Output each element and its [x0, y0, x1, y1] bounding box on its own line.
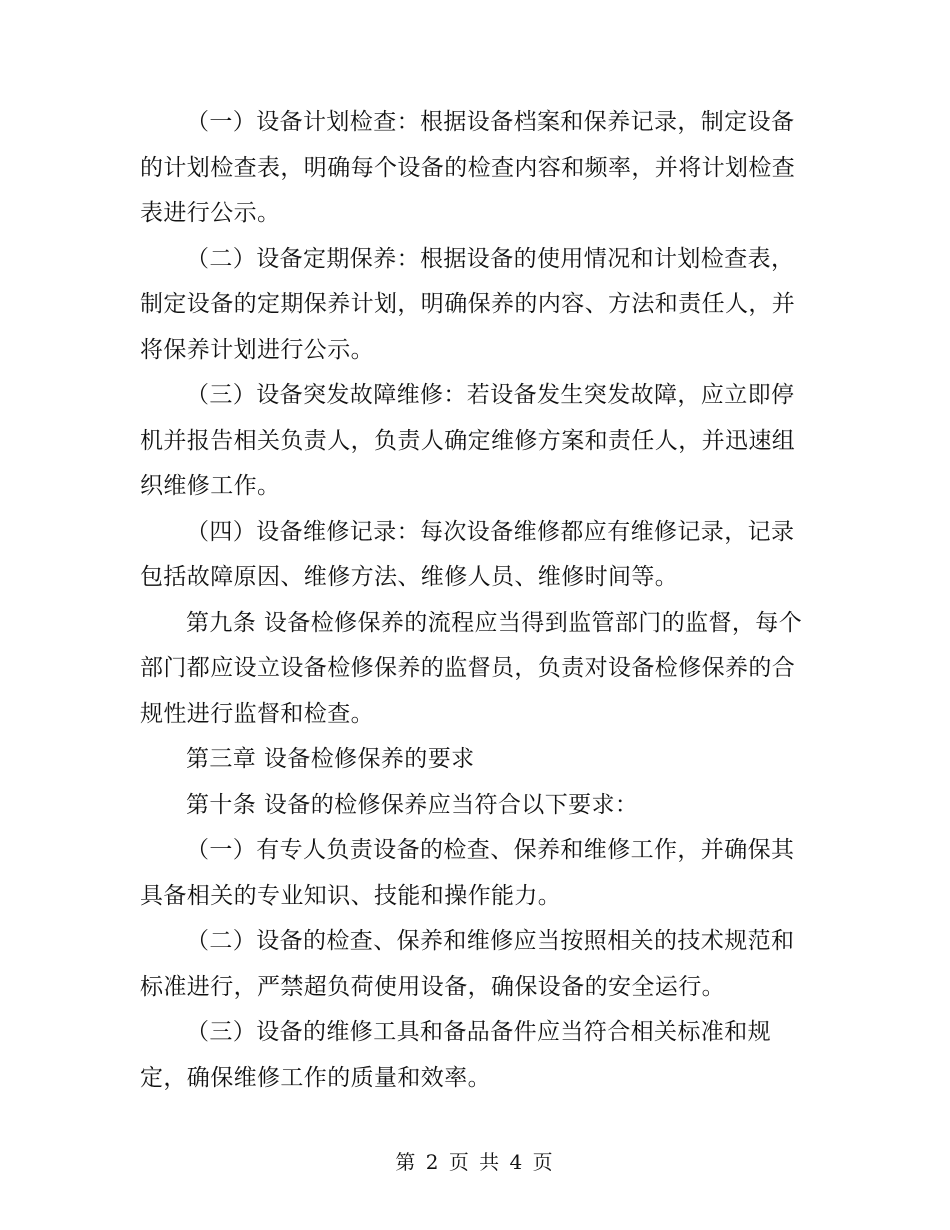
paragraph-line: 定，确保维修工作的质量和效率。 [140, 1064, 491, 1091]
paragraph-line: （一）设备计划检查：根据设备档案和保养记录，制定设备 [186, 109, 795, 135]
paragraph-line: 表进行公示。 [140, 200, 281, 226]
paragraph-line: （四）设备维修记录：每次设备维修都应有维修记录，记录 [186, 518, 795, 545]
paragraph-line: （三）设备突发故障维修：若设备发生突发故障，应立即停 [186, 382, 795, 408]
paragraph-3-emergency-repair [140, 373, 815, 510]
paragraph-line: 机并报告相关负责人，负责人确定维修方案和责任人，并迅速组 [140, 427, 796, 454]
requirement-2 [140, 919, 815, 1010]
paragraph-line: 规性进行监督和检查。 [140, 700, 374, 727]
chapter-title: 第三章 设备检修保养的要求 [186, 746, 475, 772]
paragraph-line: 织维修工作。 [140, 473, 281, 499]
chapter-3-heading [140, 737, 815, 783]
paragraph-line: 制定设备的定期保养计划，明确保养的内容、方法和责任人，并 [140, 291, 796, 317]
paragraph-4-repair-record [140, 510, 815, 601]
paragraph-article-10 [140, 783, 815, 829]
paragraph-line: （三）设备的维修工具和备品备件应当符合相关标准和规 [186, 1019, 771, 1045]
page-number-footer: 第 2 页 共 4 页 [395, 1150, 555, 1174]
document-body [140, 100, 815, 1101]
paragraph-line: 标准进行，严禁超负荷使用设备，确保设备的安全运行。 [140, 973, 725, 1000]
paragraph-line: 第十条 设备的检修保养应当符合以下要求： [186, 791, 639, 818]
paragraph-line: （一）有专人负责设备的检查、保养和维修工作，并确保其 [186, 837, 795, 863]
paragraph-line: 包括故障原因、维修方法、维修人员、维修时间等。 [140, 564, 679, 590]
requirement-1 [140, 828, 815, 919]
paragraph-line: 第九条 设备检修保养的流程应当得到监管部门的监督，每个 [186, 609, 803, 636]
paragraph-line: 具备相关的专业知识、技能和操作能力。 [140, 882, 562, 909]
paragraph-line: （二）设备定期保养：根据设备的使用情况和计划检查表， [186, 245, 795, 272]
paragraph-2-regular-maintenance [140, 237, 815, 374]
requirement-3 [140, 1010, 815, 1101]
paragraph-line: 将保养计划进行公示。 [140, 336, 374, 363]
paragraph-line: 部门都应设立设备检修保养的监督员，负责对设备检修保养的合 [140, 655, 796, 681]
paragraph-article-9 [140, 601, 815, 738]
paragraph-1-plan-check [140, 100, 815, 237]
paragraph-line: 的计划检查表，明确每个设备的检查内容和频率，并将计划检查 [140, 154, 796, 181]
paragraph-line: （二）设备的检查、保养和维修应当按照相关的技术规范和 [186, 928, 795, 954]
